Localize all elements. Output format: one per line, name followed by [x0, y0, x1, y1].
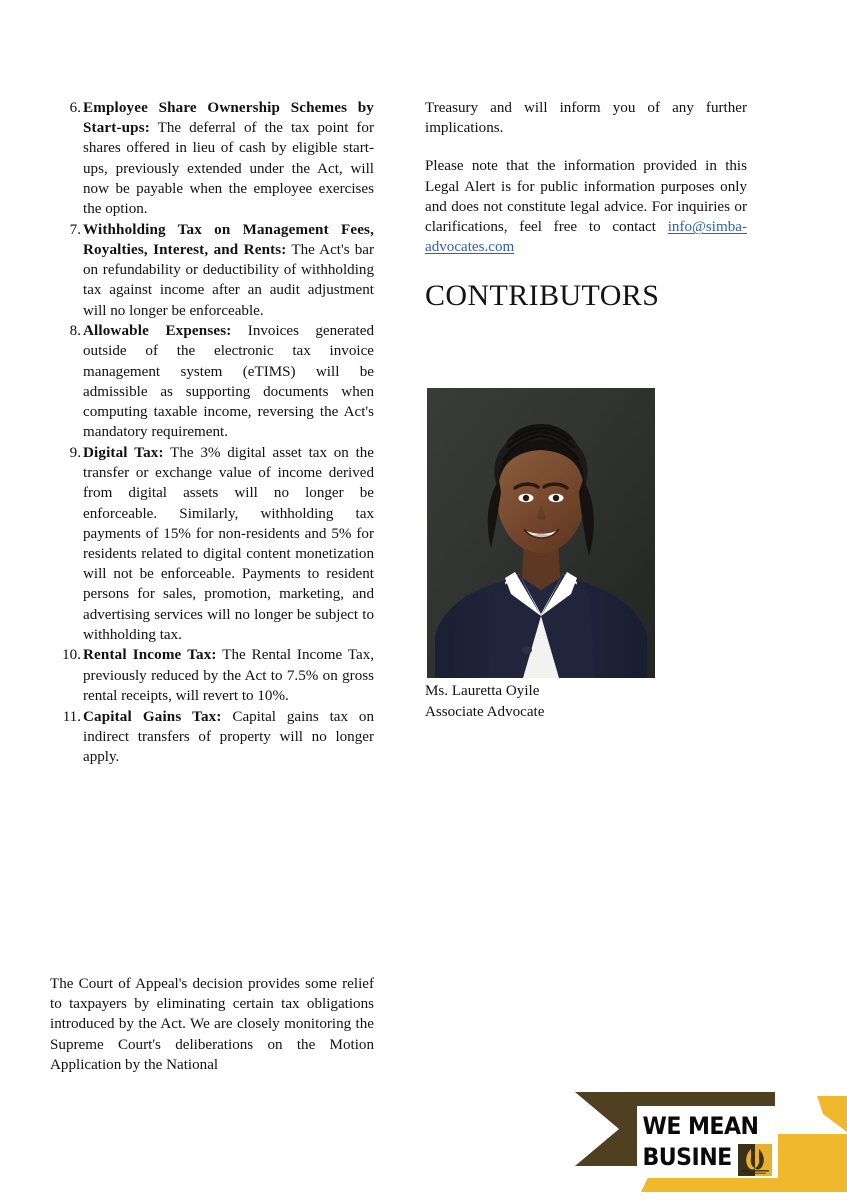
list-item-body: Capital gains tax on indirect transfers of property will no longer apply.: [83, 708, 374, 765]
list-item-number: 6.: [69, 100, 81, 116]
list-item: [52, 98, 374, 219]
disclaimer-text: Please note that the information provided in this Legal Alert is for public information purposes only and does not constitute legal advice. For inquiries or clarifications, feel free to contact: [425, 158, 747, 236]
list-item-body: Invoices generated outside of the electronic tax invoice management system (eTIMS) will be admissible as supporting documents when computing taxable income, reversing the Act's mandatory requirement.: [83, 323, 374, 441]
disclaimer-paragraph: [425, 156, 747, 257]
gold-arrow-tip: [817, 1096, 847, 1132]
simba-advocates-logo-icon: [738, 1144, 772, 1176]
contributors-heading: CONTRIBUTORS: [425, 279, 660, 313]
continuation-paragraph: Treasury and will inform you of any further implications.: [425, 100, 747, 137]
list-item: [52, 645, 374, 706]
contributor-caption: [425, 681, 725, 722]
list-item-number: 7.: [69, 221, 81, 238]
list-item-title: Employee Share Ownership Schemes by Start-ups:: [83, 100, 374, 137]
list-item-body: The Rental Income Tax, previously reduced by the Act to 7.5% on gross rental receipts, will revert to 10%.: [83, 647, 375, 704]
list-item-number: 10.: [62, 647, 81, 664]
list-item: [52, 443, 374, 645]
contributor-photo-image: [427, 388, 655, 678]
we-mean-business-banner: [561, 1088, 847, 1200]
list-item: [52, 321, 374, 442]
list-item-title: Withholding Tax on Management Fees, Royalties, Interest, and Rents:: [83, 221, 374, 258]
left-column: [52, 98, 374, 768]
banner-line-1: WE MEAN: [642, 1112, 759, 1140]
contributor-title: Associate Advocate: [425, 703, 545, 720]
list-item-number: 11.: [62, 708, 81, 725]
contributor-photo: [427, 388, 655, 678]
list-item-title: Allowable Expenses:: [83, 323, 232, 340]
closing-paragraph: The Court of Appeal's decision provides some relief to taxpayers by eliminating certain tax obligations introduced by the Act. We are closely monitoring the Supreme Court's deliberations on the Motion Application by the National: [50, 976, 374, 1073]
banner-line-2: BUSINE: [642, 1143, 732, 1171]
list-item-body: The deferral of the tax point for shares offered in lieu of cash by eligible start-ups, previously extended under the Act, will now be payable when the employee exercises the option.: [83, 120, 374, 218]
list-item: [52, 707, 374, 768]
list-item-body: The Act's bar on refundability or deductibility of withholding tax against income after an audit adjustment will no longer be enforceable.: [83, 241, 375, 319]
list-item-title: Capital Gains Tax:: [83, 708, 222, 725]
list-item-title: Digital Tax:: [83, 444, 164, 461]
list-item-title: Rental Income Tax:: [83, 647, 217, 664]
contributor-name: Ms. Lauretta Oyile: [425, 683, 540, 699]
list-item: [52, 220, 374, 321]
right-column: [425, 98, 747, 313]
list-item-number: 9.: [69, 444, 81, 461]
contact-email-link[interactable]: info@simba-advocates.com: [425, 219, 747, 256]
list-item-body: The 3% digital asset tax on the transfer or exchange value of income derived from digital assets will no longer be enforceable. Similarly, withholding tax payments of 15% for non-residents and 5% for residents related to digital content monetization will not be enforceable. Payments to resident persons for sales, promotion, marketing, and advertising services will no longer be subject to withholding tax.: [83, 444, 375, 643]
tax-measures-list: [52, 98, 374, 767]
banner-text-box: [637, 1106, 778, 1178]
list-item-number: 8.: [69, 323, 81, 340]
